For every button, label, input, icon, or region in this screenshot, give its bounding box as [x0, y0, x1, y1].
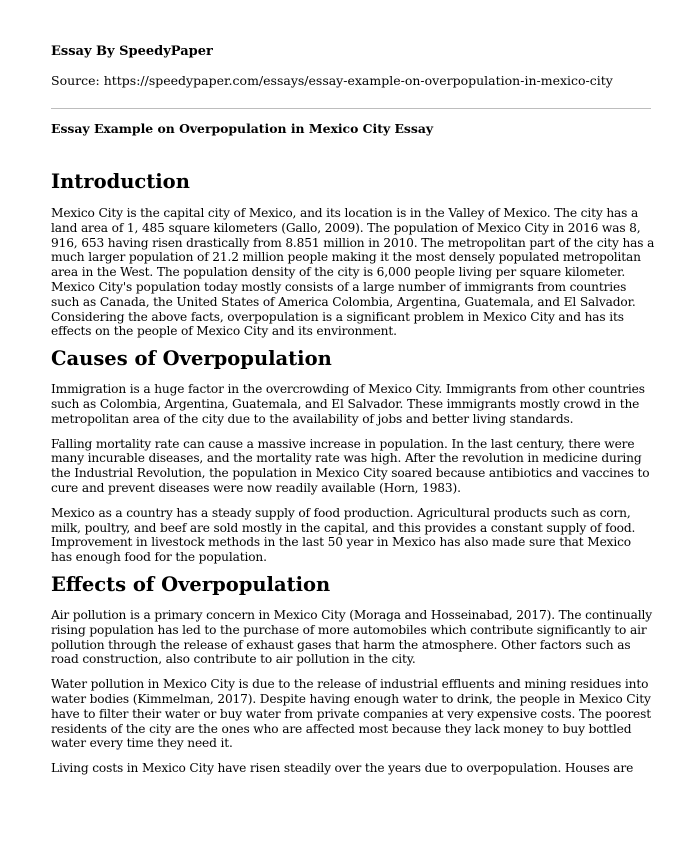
paragraph: Mexico as a country has a steady supply of food production. Agricultural products such as corn, milk, poultry, and beef are sold mostly in the capital, and this provides a constant supply of food. Improvement in livestock methods in the last 50 year in Mexico has also made sure that Mexico has enough food for the population. — [51, 505, 636, 565]
section-heading-causes: Causes of Overpopulation — [51, 347, 332, 371]
paragraph: Living costs in Mexico City have risen steadily over the years due to overpopulation. Houses are — [51, 761, 634, 776]
section-heading-introduction: Introduction — [51, 170, 190, 193]
paragraph: Falling mortality rate can cause a massive increase in population. In the last century, there were many incurable diseases, and the mortality rate was high. After the revolution in medicine during the Industrial Revolution, the population in Mexico City soared because antibiotics and vaccines to cure and prevent diseases were now readily available (Horn, 1983). — [51, 436, 650, 495]
header-divider — [51, 108, 651, 109]
section-heading-effects: Effects of Overpopulation — [51, 572, 331, 596]
paragraph: Air pollution is a primary concern in Mexico City (Moraga and Hosseinabad, 2017). The continually rising population has led to the purchase of more automobiles which contribute significantly to air pollution through the release of exhaust gases that harm the atmosphere. Other factors such as road construction, also contribute to air pollution in the city. — [51, 607, 652, 667]
brand-name: Essay By SpeedyPaper — [51, 44, 213, 59]
paragraph: Water pollution in Mexico City is due to the release of industrial effluents and mining residues into water bodies (Kimmelman, 2017). Despite having enough water to drink, the people in Mexico City have to filter their water or buy water from private companies at very expensive costs. The poorest residents of the city are the ones who are affected most because they lack money to buy bottled water every time they need it. — [51, 677, 651, 751]
essay-title: Essay Example on Overpopulation in Mexico City Essay — [51, 121, 434, 136]
essay-body — [51, 170, 655, 776]
paragraph: Mexico City is the capital city of Mexico, and its location is in the Valley of Mexico. The city has a land area of 1, 485 square kilometers (Gallo, 2009). The population of Mexico City in 2016 was 8, 916, 653 having risen drastically from 8.851 million in 2010. The metropolitan part of the city has a much larger population of 21.2 million people making it the most densely populated metropolitan area in the West. The population density of the city is 6,000 people living per square kilometer. Mexico City's population today mostly consists of a large number of immigrants from countries such as Canada, the United States of America Colombia, Argentina, Guatemala, and El Salvador. Considering the above facts, overpopulation is a significant problem in Mexico City and has its effects on the people of Mexico City and its environment. — [51, 206, 655, 339]
paragraph: Immigration is a huge factor in the overcrowding of Mexico City. Immigrants from other countries such as Colombia, Argentina, Guatemala, and El Salvador. These immigrants mostly crowd in the metropolitan area of the city due to the availability of jobs and better living standards. — [51, 382, 645, 426]
source-url[interactable]: Source: https://speedypaper.com/essays/essay-example-on-overpopulation-in-mexico-city — [51, 73, 613, 88]
